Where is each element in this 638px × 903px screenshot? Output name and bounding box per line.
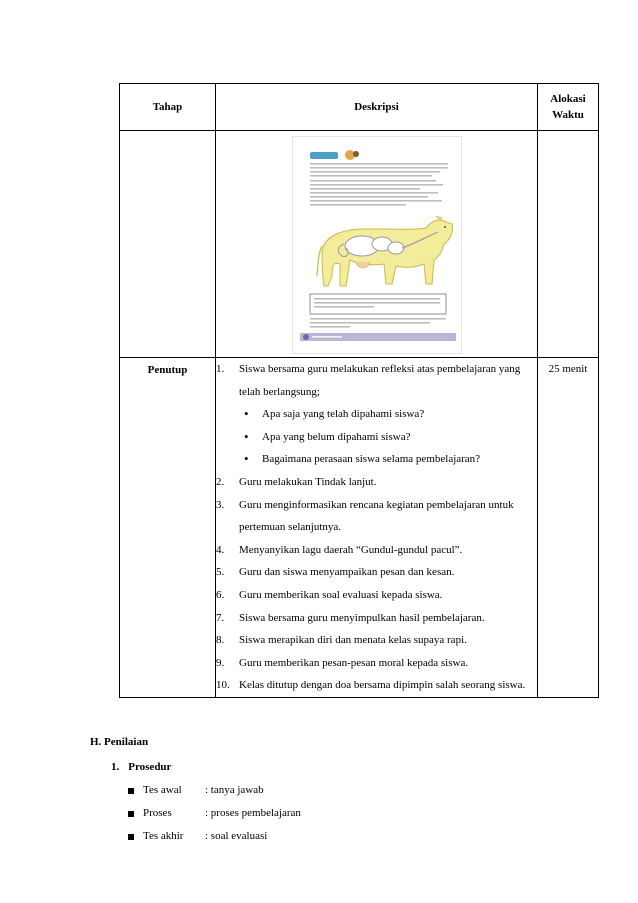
prosedur-item-value: : soal evaluasi: [205, 830, 268, 842]
section-heading-penilaian: H. Penilaian: [90, 736, 149, 748]
reflection-question: • Bagaimana perasaan siswa selama pembelajaran?: [239, 448, 531, 471]
alokasi-penutup: 25 menit: [538, 358, 599, 698]
cow-digestive-illustration: [292, 136, 462, 354]
textbook-image-cell: [216, 131, 538, 358]
prosedur-item-label: Proses: [143, 807, 172, 819]
prosedur-list: [128, 784, 301, 853]
step-text: Siswa merapikan diri dan menata kelas supaya rapi.: [239, 634, 467, 647]
step-number: 6.: [216, 588, 225, 601]
step-number: 4.: [216, 543, 225, 556]
header-deskripsi: Deskripsi: [216, 84, 538, 131]
penutup-step-2: [216, 471, 531, 494]
penutup-step-8: [216, 629, 531, 652]
step-number: 1.: [216, 363, 225, 375]
step-text: Kelas ditutup dengan doa bersama dipimpin salah seorang siswa.: [239, 679, 526, 692]
subheading-prosedur: [111, 761, 171, 773]
subheading-number: 1.: [111, 761, 120, 773]
step-text: Guru dan siswa menyampaikan pesan dan kesan.: [239, 566, 455, 579]
penutup-step-3: [216, 494, 531, 539]
header-tahap: Tahap: [120, 84, 216, 131]
penutup-step-1: [216, 358, 531, 471]
image-row: [120, 131, 599, 358]
penutup-step-6: [216, 584, 531, 607]
penutup-step-5: [216, 561, 531, 584]
step-text: Guru melakukan Tindak lanjut.: [239, 475, 377, 488]
step-number: 5.: [216, 566, 225, 579]
step-text: Guru memberikan soal evaluasi kepada siswa.: [239, 588, 443, 601]
header-row: [120, 84, 599, 131]
prosedur-item-label: Tes awal: [143, 784, 182, 796]
prosedur-item-value: : tanya jawab: [205, 784, 264, 796]
penutup-step-7: [216, 607, 531, 630]
prosedur-item: [128, 807, 301, 830]
header-alokasi-line2: Waktu: [552, 109, 584, 121]
empty-cell: [120, 131, 216, 358]
step-number: 8.: [216, 634, 225, 647]
reflection-question: • Apa saja yang telah dipahami siswa?: [239, 403, 531, 426]
lesson-plan-table: [119, 83, 599, 698]
step-number: 3.: [216, 498, 225, 511]
step-text: Guru menginformasikan rencana kegiatan pembelajaran untuk pertemuan selanjutnya.: [239, 498, 514, 534]
prosedur-item-label: Tes akhir: [143, 830, 184, 842]
reflection-questions-list: [239, 403, 531, 471]
subheading-title: Prosedur: [128, 761, 172, 773]
step-number: 9.: [216, 656, 225, 669]
step-number: 10.: [216, 679, 230, 692]
penutup-steps-list: [216, 358, 531, 697]
header-alokasi-line1: Alokasi: [550, 93, 586, 105]
textbook-page-image: [292, 136, 462, 354]
header-alokasi-waktu: [538, 84, 599, 131]
prosedur-item: [128, 830, 301, 853]
penutup-step-10: [216, 674, 531, 697]
step-number: 7.: [216, 611, 225, 624]
penutup-description: [216, 358, 538, 698]
step-number: 2.: [216, 475, 225, 488]
step-text: Guru memberikan pesan-pesan moral kepada siswa.: [239, 656, 469, 669]
step-text: Menyanyikan lagu daerah “Gundul-gundul pacul”.: [239, 543, 463, 556]
penutup-step-9: [216, 652, 531, 675]
penutup-step-4: [216, 539, 531, 562]
prosedur-item-value: : proses pembelajaran: [205, 807, 301, 819]
tahap-penutup: Penutup: [120, 358, 216, 698]
step-text: Siswa bersama guru melakukan refleksi atas pembelajaran yang telah berlangsung;: [239, 363, 521, 398]
penutup-row: [120, 358, 599, 698]
reflection-question: • Apa yang belum dipahami siswa?: [239, 426, 531, 449]
prosedur-item: [128, 784, 301, 807]
empty-cell: [538, 131, 599, 358]
step-text: Siswa bersama guru menyimpulkan hasil pembelajaran.: [239, 611, 485, 624]
